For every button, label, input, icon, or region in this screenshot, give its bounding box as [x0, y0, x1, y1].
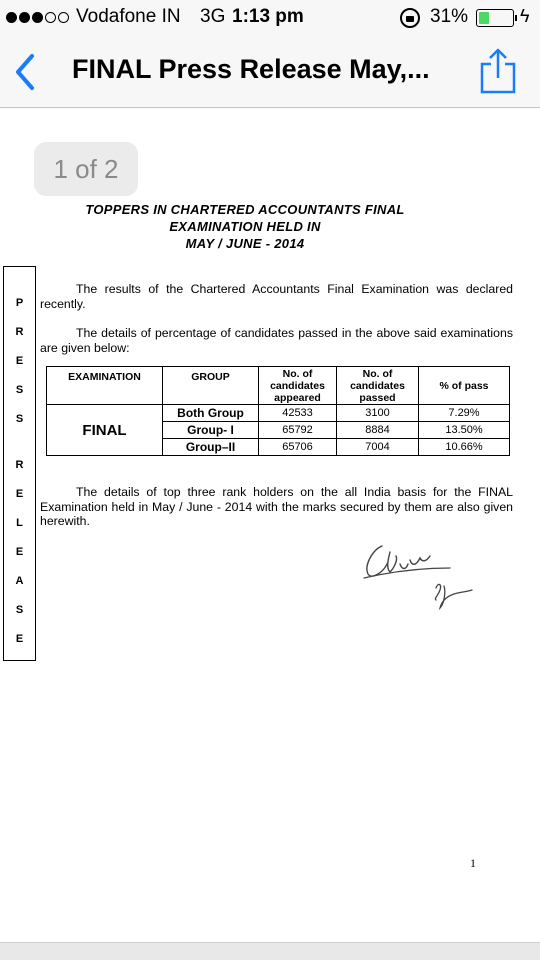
- paragraph-percentage-details: The details of percentage of candidates passed in the above said examinations are given below:: [40, 326, 513, 355]
- signal-strength-icon: [6, 12, 69, 23]
- status-time: 1:13 pm: [232, 6, 304, 27]
- chevron-left-icon: [10, 50, 42, 94]
- side-label-letter: E: [15, 633, 24, 645]
- appeared-cell: 65706: [259, 439, 337, 456]
- press-release-side-label: [3, 266, 36, 661]
- results-table: [46, 366, 510, 456]
- header-appeared: No. of candidates appeared: [259, 367, 337, 405]
- side-label-letter: A: [15, 575, 24, 587]
- charging-icon: ϟ: [520, 6, 530, 26]
- network-type: 3G: [200, 6, 226, 27]
- table-header-row: [47, 367, 510, 405]
- header-pass-percent: % of pass: [419, 367, 510, 405]
- navigation-bar: [0, 36, 540, 108]
- pass-percent-cell: 7.29%: [419, 405, 510, 422]
- table-row: [47, 405, 510, 422]
- doc-heading-line-2: EXAMINATION HELD IN: [169, 219, 321, 234]
- group-cell: Group–II: [163, 439, 259, 456]
- header-examination: EXAMINATION: [47, 367, 163, 405]
- document-title: FINAL Press Release May,...: [72, 54, 430, 84]
- side-label-letter: S: [15, 413, 24, 425]
- side-label-letter: R: [15, 326, 24, 338]
- page-number: 1: [470, 856, 476, 870]
- handwritten-signature: [360, 538, 476, 610]
- orientation-lock-icon: [400, 8, 420, 28]
- back-button[interactable]: [10, 50, 42, 94]
- pass-percent-cell: 10.66%: [419, 439, 510, 456]
- header-passed: No. of candidates passed: [337, 367, 419, 405]
- page-divider: [0, 942, 540, 960]
- passed-cell: 7004: [337, 439, 419, 456]
- page-indicator: 1 of 2: [34, 142, 138, 196]
- side-label-letter: L: [16, 517, 23, 529]
- share-icon: [476, 48, 520, 94]
- header-group: GROUP: [163, 367, 259, 405]
- side-label-letter: S: [15, 384, 24, 396]
- doc-heading-line-3: MAY / JUNE - 2014: [185, 236, 305, 251]
- doc-heading-line-1: TOPPERS IN CHARTERED ACCOUNTANTS FINAL: [85, 202, 405, 217]
- passed-cell: 8884: [337, 422, 419, 439]
- side-label-letter: P: [15, 297, 24, 309]
- paragraph-rank-holders: The details of top three rank holders on the all India basis for the FINAL Examination held in May / June - 2014 with the marks secured by them are also given herewith.: [40, 485, 513, 528]
- battery-percent: 31%: [430, 6, 469, 27]
- status-bar: [0, 0, 540, 36]
- appeared-cell: 42533: [259, 405, 337, 422]
- pass-percent-cell: 13.50%: [419, 422, 510, 439]
- battery-icon: [476, 9, 514, 27]
- side-label-letter: R: [15, 459, 24, 471]
- carrier-name: Vodafone IN: [76, 6, 181, 27]
- paragraph-results-declared: The results of the Chartered Accountants Final Examination was declared recently.: [40, 282, 513, 311]
- share-button[interactable]: [476, 48, 520, 94]
- passed-cell: 3100: [337, 405, 419, 422]
- group-cell: Group- I: [163, 422, 259, 439]
- group-cell: Both Group: [163, 405, 259, 422]
- appeared-cell: 65792: [259, 422, 337, 439]
- side-label-letter: E: [15, 355, 24, 367]
- side-label-letter: E: [15, 546, 24, 558]
- side-label-letter: S: [15, 604, 24, 616]
- side-label-letter: E: [15, 488, 24, 500]
- exam-name: FINAL: [47, 405, 163, 456]
